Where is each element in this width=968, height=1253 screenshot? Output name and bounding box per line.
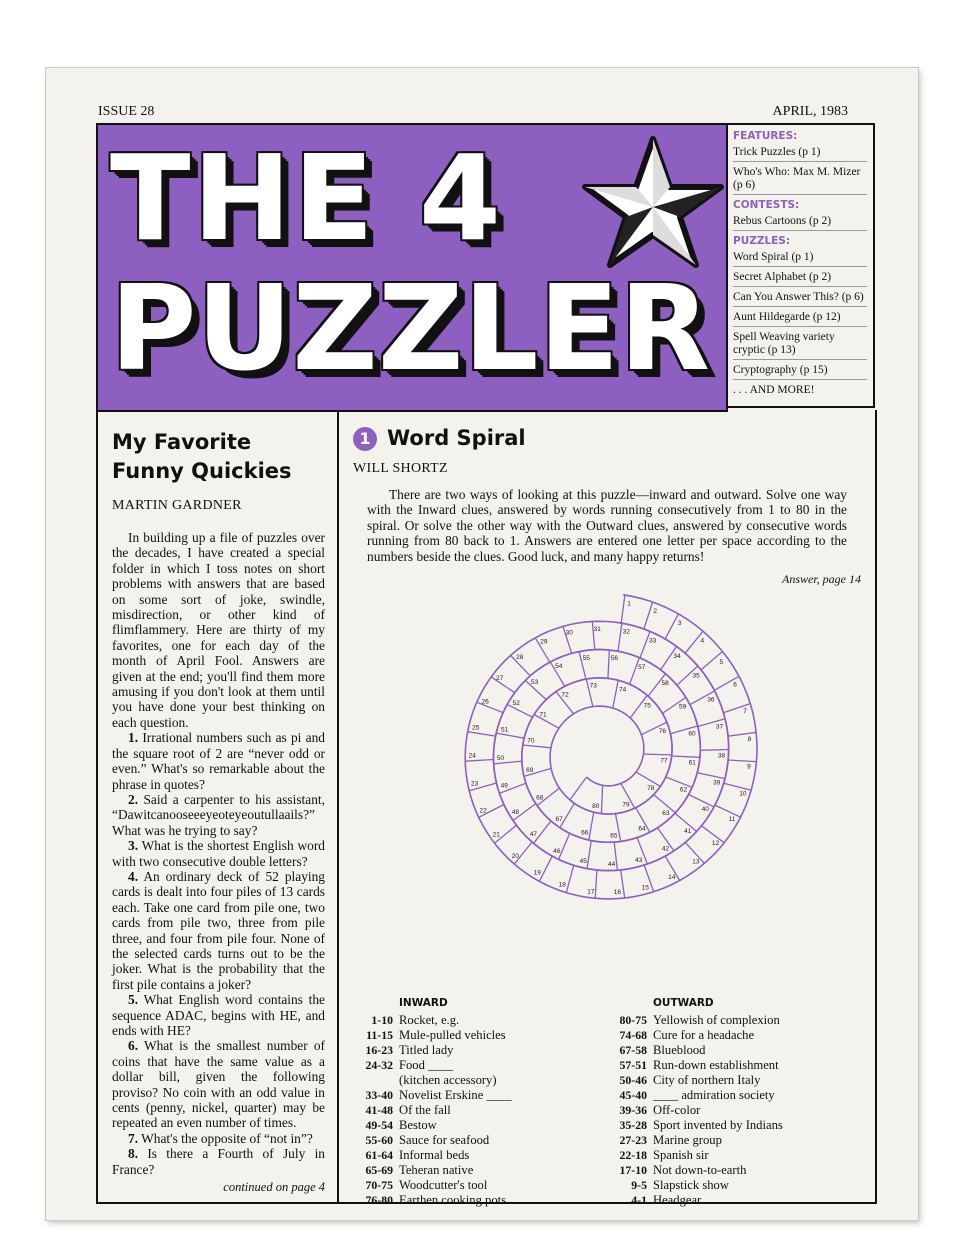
clue-text: Mule-pulled vehicles	[399, 1028, 506, 1042]
spiral-cell-divider	[644, 602, 653, 629]
puzzle-number-badge: 1	[353, 427, 377, 451]
clue-text: Of the fall	[399, 1103, 451, 1117]
spiral-cell-number: 17	[587, 888, 595, 896]
sidebar-item: Rebus Cartoons (p 2)	[733, 215, 867, 231]
clue-number: 39-36	[619, 1103, 647, 1117]
spiral-cell-number: 53	[530, 678, 539, 686]
clue-text: Blueblood	[653, 1043, 706, 1057]
spiral-cell-number: 34	[673, 653, 681, 660]
puzzle-author: WILL SHORTZ	[353, 461, 448, 476]
spiral-cell-number: 45	[579, 858, 587, 866]
spiral-cell-number: 23	[470, 780, 479, 788]
spiral-cell-number: 72	[561, 691, 569, 699]
puzzle-title	[353, 424, 861, 453]
clue-number: 74-68	[619, 1028, 647, 1042]
question-item: 6. What is the smallest number of coins that have the same value as a dollar bill, given the following proviso? No coin with an odd value in cents (penny, nickel, quarter) may be repeated an even number of times.	[112, 1038, 325, 1131]
issue-date: APRIL, 1983	[772, 104, 848, 119]
clue-number: 16-23	[365, 1043, 393, 1057]
clue-text: Food ____	[399, 1058, 454, 1072]
article-body	[112, 530, 325, 1177]
question-item: 7. What's the opposite of “not in”?	[128, 1130, 313, 1146]
clue-text: City of northern Italy	[653, 1073, 761, 1087]
clue-row	[347, 1118, 512, 1133]
answer-reference: Answer, page 14	[782, 572, 861, 587]
clue-row	[601, 1013, 783, 1028]
spiral-cell-number: 36	[707, 696, 715, 704]
clue-number: 49-54	[365, 1118, 393, 1132]
spiral-cell-divider	[621, 595, 625, 623]
article-word-spiral	[339, 410, 877, 1207]
clue-text: Run-down establishment	[653, 1058, 779, 1072]
spiral-cell-number: 56	[610, 655, 619, 663]
spiral-cell-number: 68	[536, 794, 544, 802]
clue-number: 33-40	[365, 1088, 393, 1102]
spiral-cell-divider	[643, 754, 671, 755]
clue-text: Woodcutter's tool	[399, 1178, 488, 1192]
question-item: 4. An ordinary deck of 52 playing cards is dealt into four piles of 13 cards each. Take one card from pile one, two cards from pile two, three from pile three, and four from pile four. None of the selected cards turns out to be the joker. What is the probability that the first pile contains a joker?	[112, 868, 325, 992]
masthead	[96, 123, 728, 412]
question-item: 1. Irrational numbers such as pi and the square root of 2 are “never odd or even.” What's so remarkable about the phrase in quotes?	[112, 730, 325, 792]
spiral-cell-divider	[523, 745, 551, 748]
spiral-cell-divider	[665, 614, 678, 639]
spiral-cell-divider	[468, 732, 496, 736]
spiral-cell-number: 57	[638, 663, 646, 671]
spiral-cell-number: 12	[711, 839, 720, 847]
clue-number: 50-46	[619, 1073, 647, 1087]
clue-row	[347, 1073, 512, 1088]
clue-row	[601, 1193, 783, 1208]
sidebar-item: Cryptography (p 15)	[733, 364, 867, 380]
spiral-cell-number: 80	[592, 803, 600, 810]
spiral-cell-divider	[613, 680, 618, 708]
masthead-title-line1: THE 4	[110, 129, 504, 267]
article-title-line1: My Favorite	[112, 430, 252, 454]
spiral-cell-divider	[595, 870, 597, 898]
clue-row	[347, 1193, 512, 1208]
article-intro: In building up a file of puzzles over the decades, I have created a special folder in which I toss notes on short problems with answers that are based on some sort of joke, swindle, misdirection, or other kind of flimflammery. Here are thirty of my favorites, one for each day of the month of April Fool. Answers are given at the end; you'll find them more amusing if you don't look at them until you have done your best thinking on each question.	[112, 530, 325, 730]
spiral-outer-edge	[465, 595, 757, 899]
spiral-cell-number: 59	[678, 703, 687, 711]
clue-number: 22-18	[619, 1148, 647, 1162]
clue-row	[347, 1178, 512, 1193]
clue-text: Earthen cooking pots	[399, 1193, 507, 1207]
clue-number: 27-23	[619, 1133, 647, 1147]
clue-text: Sauce for seafood	[399, 1133, 490, 1147]
spiral-cell-number: 78	[647, 785, 655, 792]
clue-number: 76-80	[365, 1193, 393, 1207]
spiral-cell-number: 5	[719, 658, 724, 666]
spiral-cell-number: 15	[641, 884, 649, 892]
star-icon	[578, 133, 728, 273]
question-item: 8. Is there a Fourth of July in France?	[112, 1146, 325, 1177]
clue-row	[601, 1103, 783, 1118]
clue-text: Informal beds	[399, 1148, 470, 1162]
clue-row	[601, 1148, 783, 1163]
spiral-cell-number: 18	[558, 881, 566, 889]
outward-heading: OUTWARD	[653, 997, 714, 1009]
word-spiral-grid	[439, 588, 769, 918]
spiral-cell-divider	[570, 777, 587, 800]
spiral-cell-number: 25	[472, 724, 480, 732]
clue-number: 9-5	[631, 1178, 647, 1192]
spiral-cell-number: 54	[555, 663, 563, 670]
spiral-cell-number: 8	[747, 735, 752, 743]
spiral-cell-number: 42	[661, 845, 670, 853]
spiral-cell-divider	[589, 812, 594, 840]
spiral-cell-number: 47	[529, 831, 538, 839]
spiral-cell-number: 70	[527, 737, 535, 745]
spiral-cell-number: 31	[593, 625, 601, 633]
spiral-cell-divider	[465, 760, 493, 762]
spiral-cell-number: 3	[677, 620, 682, 628]
spiral-cell-number: 7	[743, 708, 747, 716]
clue-text: Bestow	[399, 1118, 437, 1132]
spiral-cell-number: 41	[684, 828, 692, 836]
clue-number: 11-15	[366, 1028, 393, 1042]
clue-number: 70-75	[365, 1178, 393, 1192]
clue-number: 55-60	[365, 1133, 393, 1147]
clue-row	[347, 1103, 512, 1118]
features-heading: FEATURES:	[733, 130, 798, 142]
clue-text: ____ admiration society	[653, 1088, 775, 1102]
clue-text: Titled lady	[399, 1043, 454, 1057]
clue-row	[601, 1058, 783, 1073]
spiral-cell-number: 44	[607, 861, 616, 868]
spiral-cell-number: 39	[713, 779, 721, 787]
spiral-cell-number: 62	[679, 786, 688, 794]
article-funny-quickies	[96, 410, 339, 1204]
spiral-cell-number: 79	[622, 801, 630, 809]
sidebar-item: . . . AND MORE!	[733, 384, 815, 396]
spiral-cell-number: 48	[511, 808, 520, 816]
spiral-cell-number: 37	[715, 723, 724, 731]
spiral-cell-number: 10	[739, 790, 747, 798]
spiral-cell-divider	[559, 833, 570, 859]
spiral-cell-number: 74	[618, 686, 627, 694]
spiral-cell-number: 16	[613, 889, 622, 897]
clue-text: Not down-to-earth	[653, 1163, 747, 1177]
spiral-cell-number: 24	[468, 752, 476, 760]
spiral-cell-divider	[697, 773, 725, 779]
puzzle-title-text: Word Spiral	[387, 426, 526, 450]
spiral-cell-number: 40	[701, 805, 709, 813]
spiral-cell-number: 14	[668, 874, 676, 882]
spiral-cell-number: 38	[717, 752, 726, 760]
spiral-cell-divider	[566, 865, 573, 892]
clue-row	[601, 1118, 783, 1133]
spiral-cell-number: 63	[662, 809, 670, 817]
spiral-cell-number: 75	[643, 702, 651, 710]
spiral-cell-number: 52	[512, 700, 520, 708]
clue-number: 17-10	[619, 1163, 647, 1177]
spiral-cell-divider	[700, 750, 728, 751]
spiral-cell-number: 50	[496, 754, 505, 762]
spiral-cell-number: 27	[495, 674, 504, 682]
clue-text: Rocket, e.g.	[399, 1013, 460, 1027]
continued-note: continued on page 4	[223, 1180, 325, 1195]
spiral-cell-number: 58	[661, 680, 669, 688]
issue-number: ISSUE 28	[98, 104, 155, 119]
magazine-page	[46, 68, 918, 1220]
spiral-cell-number: 1	[627, 600, 631, 608]
clue-number: 57-51	[619, 1058, 647, 1072]
spiral-cell-divider	[728, 760, 756, 762]
spiral-cell-number: 9	[747, 763, 751, 771]
clue-number: 80-75	[619, 1013, 647, 1027]
clue-text: Teheran native	[399, 1163, 474, 1177]
spiral-cell-number: 29	[540, 638, 548, 646]
clue-row	[601, 1073, 783, 1088]
clue-number: 65-69	[365, 1163, 393, 1177]
clue-number: 61-64	[365, 1148, 393, 1162]
spiral-cell-number: 55	[582, 655, 590, 662]
spiral-cell-number: 11	[728, 816, 736, 823]
clue-text: Marine group	[653, 1133, 722, 1147]
clue-text: Headgear	[653, 1193, 702, 1207]
puzzle-intro: There are two ways of looking at this puzzle—inward and outward. Solve one way with the Inward clues, answered by words running consecutively from 1 to 80 in the spiral. Or solve the other way with the Outward clues, answered by consecutive words running from 80 back to 1. Answers are entered one letter per space according to the numbers beside the clues. Good luck, and many happy returns!	[367, 487, 847, 564]
spiral-cell-divider	[539, 856, 552, 881]
spiral-cell-number: 64	[638, 825, 646, 833]
spiral-cell-number: 67	[555, 816, 563, 824]
spiral-cell-number: 77	[660, 757, 668, 765]
clue-number: 1-10	[371, 1013, 393, 1027]
outward-clues	[601, 996, 783, 1208]
sidebar-item: Word Spiral (p 1)	[733, 251, 867, 267]
inward-heading: INWARD	[399, 997, 448, 1009]
contests-heading: CONTESTS:	[733, 199, 800, 211]
clue-number: 24-32	[365, 1058, 393, 1072]
spiral-cell-number: 51	[500, 726, 509, 734]
spiral-cell-divider	[587, 841, 591, 869]
spiral-cell-divider	[672, 756, 700, 757]
spiral-cell-number: 22	[479, 807, 487, 815]
spiral-cell-number: 76	[658, 728, 667, 736]
spiral-cell-number: 43	[635, 856, 643, 864]
spiral-cell-number: 2	[653, 608, 658, 615]
spiral-cell-number: 4	[700, 637, 705, 645]
clue-number: 41-48	[365, 1103, 393, 1117]
spiral-cell-number: 65	[610, 832, 618, 840]
clue-row	[347, 1043, 512, 1058]
sidebar-item: Trick Puzzles (p 1)	[733, 146, 867, 162]
spiral-cell-divider	[621, 870, 625, 898]
spiral-cell-divider	[608, 650, 610, 678]
question-item: 2. Said a carpenter to his assistant, “Dawitcanooseeeyeoteyeoutullaails?” What was he trying to say?	[112, 791, 325, 838]
clue-number: 4-1	[631, 1193, 647, 1207]
clue-row	[347, 1028, 512, 1043]
spiral-cell-number: 66	[581, 829, 589, 837]
spiral-cell-number: 71	[539, 711, 547, 719]
clue-text: Off-color	[653, 1103, 701, 1117]
clue-text: Novelist Erskine ____	[399, 1088, 512, 1102]
spiral-cell-number: 73	[589, 682, 597, 690]
clue-row	[347, 1013, 512, 1028]
sidebar-item: Spell Weaving variety cryptic (p 13)	[733, 331, 867, 360]
clue-text: Spanish sir	[653, 1148, 709, 1162]
clue-number: 67-58	[619, 1043, 647, 1057]
spiral-cell-number: 33	[648, 637, 657, 645]
spiral-cell-divider	[728, 732, 756, 736]
puzzles-heading: PUZZLES:	[733, 235, 791, 247]
sidebar-item: Secret Alphabet (p 2)	[733, 271, 867, 287]
clue-row	[347, 1058, 512, 1073]
spiral-cell-number: 26	[481, 698, 489, 706]
clue-number: 45-40	[619, 1088, 647, 1102]
clue-text: Yellowish of complexion	[653, 1013, 780, 1027]
sidebar-item: Can You Answer This? (p 6)	[733, 291, 867, 307]
spiral-cell-divider	[618, 623, 622, 651]
clue-text: Cure for a headache	[653, 1028, 755, 1042]
contents-sidebar	[727, 123, 875, 408]
spiral-cell-divider	[724, 783, 752, 790]
spiral-cell-number: 28	[516, 654, 524, 662]
clue-row	[347, 1163, 512, 1178]
question-item: 3. What is the shortest English word with two consecutive double letters?	[112, 838, 325, 869]
clue-row	[601, 1043, 783, 1058]
spiral-cell-number: 60	[688, 730, 696, 738]
clue-text: Sport invented by Indians	[653, 1118, 783, 1132]
spiral-cell-divider	[496, 733, 524, 738]
spiral-cell-divider	[601, 785, 602, 813]
clue-row	[601, 1028, 783, 1043]
spiral-cell-number: 30	[565, 629, 573, 637]
spiral-cell-number: 46	[553, 848, 561, 856]
clue-row	[347, 1133, 512, 1148]
spiral-cell-number: 49	[500, 782, 508, 790]
clue-text: Slapstick show	[653, 1178, 729, 1192]
question-item: 5. What English word contains the sequence ADAC, begins with HE, and ends with HE?	[112, 992, 325, 1038]
article-author: MARTIN GARDNER	[112, 498, 242, 513]
spiral-cell-number: 19	[533, 869, 541, 877]
clue-number: 35-28	[619, 1118, 647, 1132]
spiral-cell-number: 21	[492, 831, 500, 839]
clue-row	[601, 1178, 783, 1193]
clue-row	[601, 1133, 783, 1148]
spiral-cell-number: 13	[692, 858, 700, 866]
article-title-line2: Funny Quickies	[112, 459, 292, 483]
inward-clues	[347, 996, 512, 1208]
spiral-cell-number: 6	[733, 681, 737, 689]
clue-row	[347, 1088, 512, 1103]
clue-row	[347, 1148, 512, 1163]
masthead-title-line2: PUZZLER	[110, 259, 711, 397]
spiral-cell-number: 35	[692, 672, 700, 680]
spiral-cell-number: 20	[511, 853, 519, 861]
spiral-cell-number: 61	[688, 759, 696, 767]
clue-row	[601, 1163, 783, 1178]
spiral-cell-number: 69	[526, 766, 534, 774]
sidebar-item: Who's Who: Max M. Mizer (p 6)	[733, 166, 867, 195]
clue-text: (kitchen accessory)	[399, 1073, 497, 1087]
clue-row	[601, 1088, 783, 1103]
sidebar-item: Aunt Hildegarde (p 12)	[733, 311, 867, 327]
spiral-cell-number: 32	[622, 628, 631, 636]
